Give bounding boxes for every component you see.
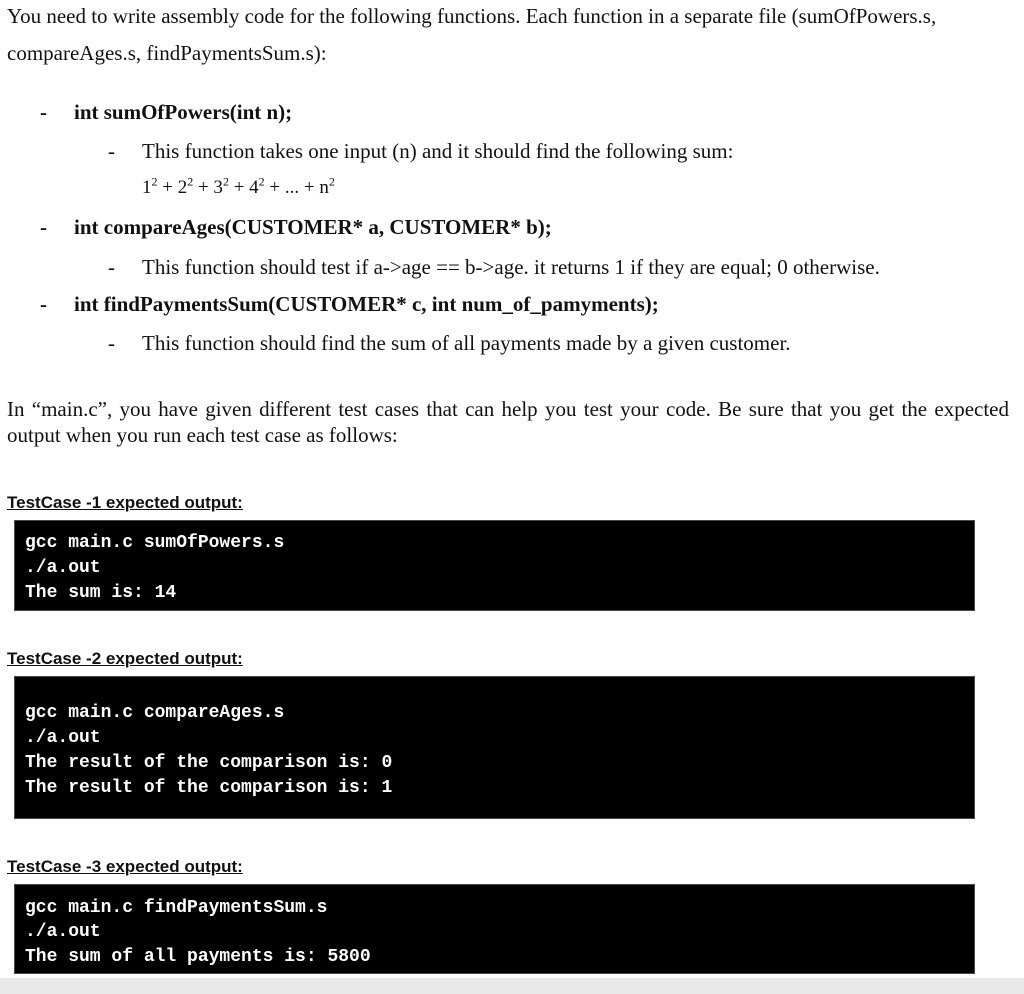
intro-line-1: You need to write assembly code for the following functions. Each function in a separate file (sumOfPowers.s, <box>7 4 937 28</box>
main-c-paragraph: In “main.c”, you have given different test cases that can help you test your code. Be sure that you get the expected output when you run each test case as follows: <box>7 397 1009 447</box>
function-description-sumofpowers: This function takes one input (n) and it should find the following sum: <box>142 139 734 163</box>
terminal-line: ./a.out <box>25 922 101 942</box>
function-signature-sumofpowers: int sumOfPowers(int n); <box>74 100 293 124</box>
intro-line-2: compareAges.s, findPaymentsSum.s): <box>7 41 327 65</box>
terminal-line: The result of the comparison is: 1 <box>25 778 393 798</box>
terminal-line: The result of the comparison is: 0 <box>25 753 393 773</box>
terminal-line: ./a.out <box>25 558 101 578</box>
testcase-2-terminal <box>14 676 975 819</box>
sub-bullet-dash: - <box>108 139 115 163</box>
function-description-findpaymentssum: This function should find the sum of all payments made by a given customer. <box>142 331 791 355</box>
testcase-2-heading: TestCase -2 expected output: <box>7 649 243 668</box>
function-signature-findpaymentssum: int findPaymentsSum(CUSTOMER* c, int num_of_pamyments); <box>74 292 659 316</box>
function-signature-compareages: int compareAges(CUSTOMER* a, CUSTOMER* b); <box>74 215 552 239</box>
terminal-line: ./a.out <box>25 728 101 748</box>
terminal-line: The sum of all payments is: 5800 <box>25 947 371 967</box>
terminal-line: The sum is: 14 <box>25 583 177 603</box>
testcase-3-terminal <box>14 884 975 974</box>
testcase-1-heading: TestCase -1 expected output: <box>7 493 243 512</box>
sub-bullet-dash: - <box>108 255 115 279</box>
sub-bullet-dash: - <box>108 331 115 355</box>
page-bottom-edge <box>0 978 1024 994</box>
testcase-3-heading: TestCase -3 expected output: <box>7 857 243 876</box>
terminal-line: gcc main.c sumOfPowers.s <box>25 533 285 553</box>
terminal-line: gcc main.c compareAges.s <box>25 703 285 723</box>
testcase-1-terminal <box>14 520 975 611</box>
sum-formula: $1^2 + 2^2 + 3^2 + 4^2$ + ... + $n^2$ <box>142 174 335 198</box>
bullet-dash: - <box>40 292 47 316</box>
terminal-line: gcc main.c findPaymentsSum.s <box>25 898 328 918</box>
bullet-dash: - <box>40 100 47 124</box>
function-description-compareages: This function should test if a->age == b->age. it returns 1 if they are equal; 0 otherwise. <box>142 255 880 279</box>
bullet-dash: - <box>40 215 47 239</box>
